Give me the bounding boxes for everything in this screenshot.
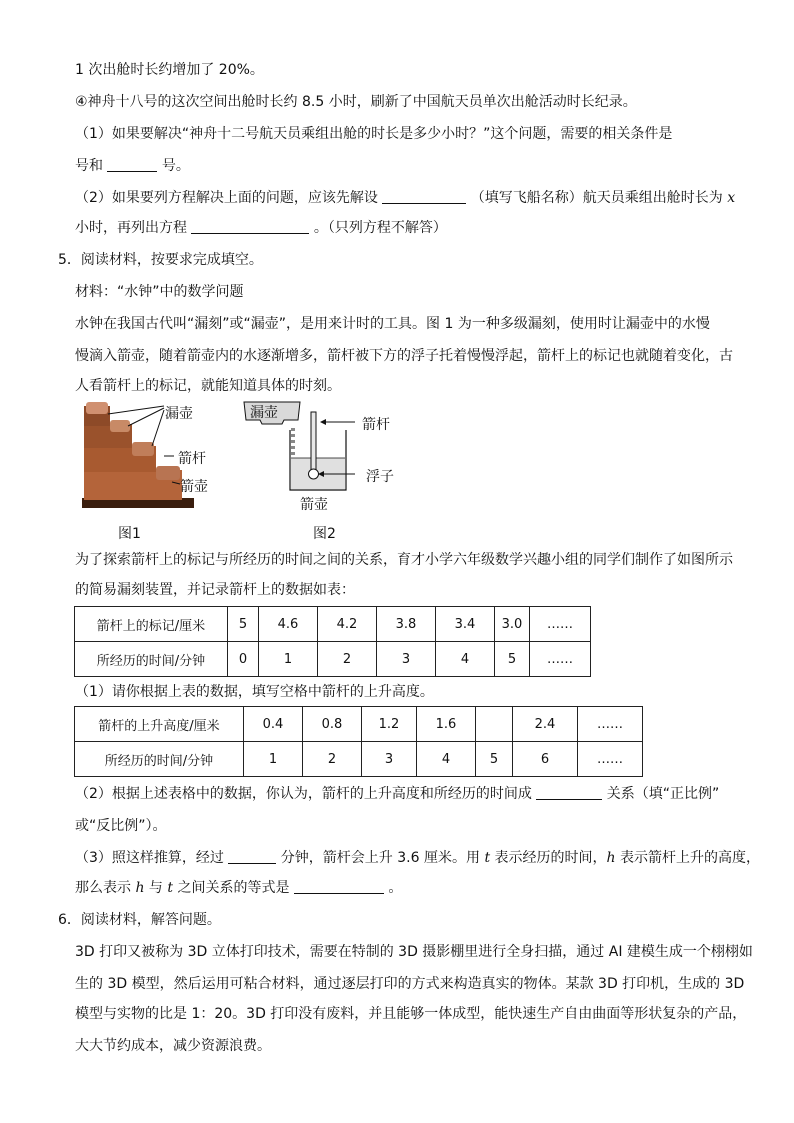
question-4-2-cont: 小时，再列出方程 。（只列方程不解答）	[75, 220, 447, 236]
question-4-1-cont: 号和 号。	[75, 158, 190, 174]
table-cell: ……	[530, 607, 591, 642]
paragraph-line: 3D 打印又被称为 3D 立体打印技术，需要在特制的 3D 摄影棚里进行全身扫描，通过 AI 建模生成一个栩栩如	[75, 944, 753, 960]
table-cell: ……	[578, 742, 643, 777]
figure-1-label-arrow-rod: 箭杆	[178, 451, 206, 467]
paragraph-line: 慢滴入箭壶，随着箭壶内的水逐渐增多，箭杆被下方的浮子托着慢慢浮起，箭杆上的标记也就随着变化，古	[75, 348, 733, 364]
table-cell: 5	[476, 742, 513, 777]
table-cell: 3.8	[377, 607, 436, 642]
answer-blank[interactable]	[536, 785, 602, 800]
table-cell: 1	[244, 742, 303, 777]
table-cell: 1	[259, 642, 318, 677]
question-5-3-cont: 那么表示 h 与 t 之间关系的等式是 。	[75, 880, 403, 896]
question-5-2-cont: 或“反比例”）。	[75, 818, 167, 834]
question-4-1: （1）如果要解决“神舟十二号航天员乘组出舱的时长是多少小时？”这个问题，需要的相关条件是	[75, 126, 673, 142]
table-cell: 0.4	[244, 707, 303, 742]
answer-blank[interactable]	[382, 189, 466, 204]
figure-1-label-leak-pot: 漏壶	[165, 406, 193, 422]
paragraph-line: 的简易漏刻装置，并记录箭杆上的数据如表：	[75, 582, 355, 598]
table-cell: ……	[578, 707, 643, 742]
figure-2-label-float: 浮子	[366, 469, 394, 485]
paragraph-line: 为了探索箭杆上的标记与所经历的时间之间的关系，育才小学六年级数学兴趣小组的同学们制作了如图所示	[75, 552, 733, 568]
figure-2-label-arrow-rod: 箭杆	[362, 417, 390, 433]
table-cell: 0	[228, 642, 259, 677]
table-header-cell: 箭杆的上升高度/厘米	[75, 707, 244, 742]
figure-2-caption: 图2	[313, 526, 336, 542]
answer-blank[interactable]	[107, 157, 157, 172]
table-cell: 0.8	[303, 707, 362, 742]
table-cell: 3	[377, 642, 436, 677]
material-title: 材料：“水钟”中的数学问题	[75, 284, 244, 300]
paragraph-line: 大大节约成本，减少资源浪费。	[75, 1038, 271, 1054]
paragraph-line: 人看箭杆上的标记，就能知道具体的时刻。	[75, 378, 341, 394]
paragraph-line: 水钟在我国古代叫“漏刻”或“漏壶”，是用来计时的工具。图 1 为一种多级漏刻，使用时让漏壶中的水慢	[75, 316, 710, 332]
table-header-cell: 所经历的时间/分钟	[75, 742, 244, 777]
figure-1-water-clock-photo	[72, 400, 252, 530]
data-table-1	[74, 606, 591, 677]
table-cell: 2	[318, 642, 377, 677]
answer-blank[interactable]	[228, 849, 276, 864]
answer-cell[interactable]	[476, 707, 513, 742]
text-line: 1 次出舱时长约增加了 20%。	[75, 62, 264, 78]
figure-1-label-arrow-pot: 箭壶	[180, 479, 208, 495]
data-table-2	[74, 706, 643, 777]
table-cell: 4.2	[318, 607, 377, 642]
paragraph-line: 生的 3D 模型，然后运用可粘合材料，通过逐层打印的方式来构造真实的物体。某款 3D 打印机，生成的 3D	[75, 976, 745, 992]
table-cell: 1.2	[362, 707, 417, 742]
table-row	[75, 642, 591, 677]
table-row	[75, 707, 643, 742]
table-cell: 2.4	[513, 707, 578, 742]
table-header-cell: 箭杆上的标记/厘米	[75, 607, 228, 642]
table-row	[75, 607, 591, 642]
question-5-title: 5．阅读材料，按要求完成填空。	[58, 252, 263, 268]
answer-blank[interactable]	[191, 219, 309, 234]
table-header-cell: 所经历的时间/分钟	[75, 642, 228, 677]
answer-blank[interactable]	[294, 879, 384, 894]
figure-1-caption: 图1	[118, 526, 141, 542]
table-cell: 5	[228, 607, 259, 642]
table-cell: ……	[530, 642, 591, 677]
table-cell: 3.0	[495, 607, 530, 642]
question-5-3: （3）照这样推算，经过 分钟，箭杆会上升 3.6 厘米。用 t 表示经历的时间，h 表示箭杆上升的高度，	[75, 850, 761, 866]
table-cell: 4	[436, 642, 495, 677]
table-cell: 4	[417, 742, 476, 777]
table-cell: 6	[513, 742, 578, 777]
question-5-1: （1）请你根据上表的数据，填写空格中箭杆的上升高度。	[75, 684, 434, 700]
table-cell: 5	[495, 642, 530, 677]
table-cell: 2	[303, 742, 362, 777]
paragraph-line: 模型与实物的比是 1：20。3D 打印没有废料，并且能够一体成型，能快速生产自由曲面等形状复杂的产品，	[75, 1006, 747, 1022]
table-cell: 3.4	[436, 607, 495, 642]
table-cell: 3	[362, 742, 417, 777]
table-cell: 1.6	[417, 707, 476, 742]
question-4-2: （2）如果要列方程解决上面的问题，应该先解设 （填写飞船名称）航天员乘组出舱时长为 x	[75, 190, 736, 206]
question-6-title: 6．阅读材料，解答问题。	[58, 912, 221, 928]
text-line: ④神舟十八号的这次空间出舱时长约 8.5 小时，刷新了中国航天员单次出舱活动时长纪录。	[75, 94, 637, 110]
question-5-2: （2）根据上述表格中的数据，你认为，箭杆的上升高度和所经历的时间成 关系（填“正比例”	[75, 786, 720, 802]
table-cell: 4.6	[259, 607, 318, 642]
table-row	[75, 742, 643, 777]
figure-2-label-arrow-pot: 箭壶	[300, 497, 328, 513]
figure-2-label-leak-pot: 漏壶	[250, 405, 278, 421]
